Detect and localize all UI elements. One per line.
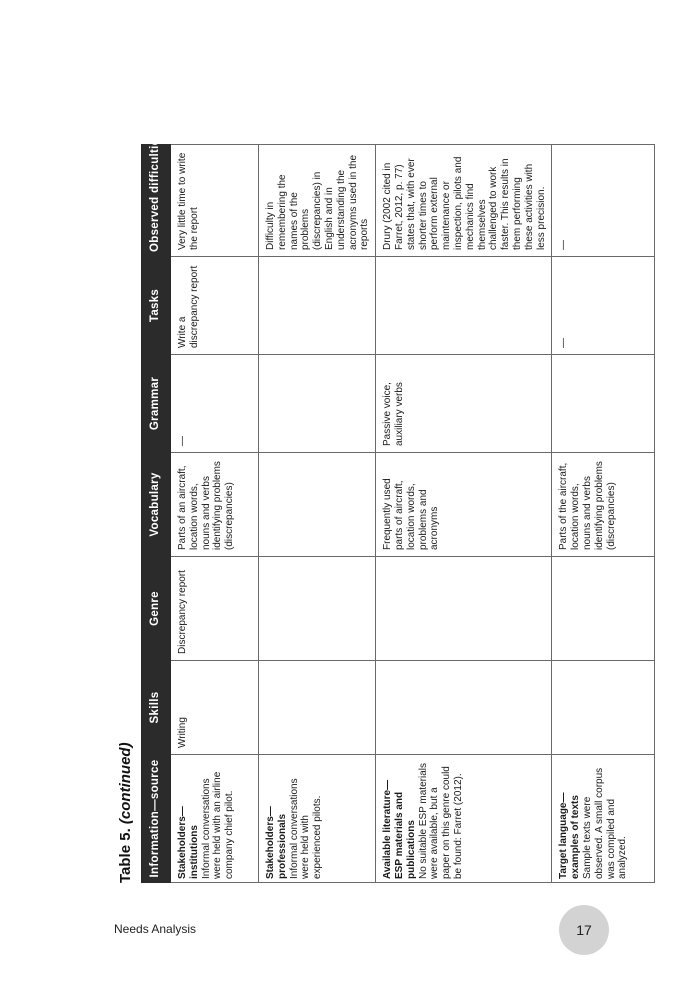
- cell-skills: [259, 661, 376, 755]
- source-text: Informal conversations were held with an airline company chief pilot.: [200, 771, 236, 879]
- source-title: Stakeholders—institutions: [177, 806, 200, 879]
- cell-vocabulary: Frequently used parts of aircraft, location words, problems and acronyms: [376, 453, 552, 557]
- col-header-skills: Skills: [142, 661, 171, 755]
- cell-vocabulary: [259, 453, 376, 557]
- cell-skills: Writing: [171, 661, 259, 755]
- table-row: [552, 145, 655, 883]
- rotated-table-block: [112, 131, 629, 883]
- cell-genre: [259, 557, 376, 661]
- source-title: Target language—examples of texts: [558, 792, 582, 879]
- cell-source: [376, 755, 552, 883]
- needs-analysis-table: [141, 131, 655, 883]
- cell-skills: [552, 661, 655, 755]
- source-text: Sample texts were observed. A small corpus was compiled and analyzed.: [581, 767, 629, 879]
- cell-vocabulary: Parts of the aircraft, location words, nouns and verbs identifying problems (discrepancies): [552, 453, 655, 557]
- cell-source: [171, 755, 259, 883]
- page-number: 17: [576, 922, 592, 938]
- cell-skills: [376, 661, 552, 755]
- col-header-observed-difficulties: Observed difficulties: [142, 145, 171, 257]
- cell-difficulties: Very little time to write the report: [171, 145, 259, 257]
- table-row: [376, 145, 552, 883]
- source-text: Informal conversations were held with experienced pilots.: [288, 778, 324, 879]
- cell-tasks: Write a discrepancy report: [171, 257, 259, 355]
- cell-grammar: —: [171, 355, 259, 453]
- cell-grammar: Passive voice, auxiliary verbs: [376, 355, 552, 453]
- cell-tasks: —: [552, 257, 655, 355]
- source-title: Available literature—ESP materials and publications: [382, 779, 417, 879]
- cell-grammar: [259, 355, 376, 453]
- source-text: No suitable ESP materials were available, but a paper on this genre could be found: Farret (2012).: [417, 763, 464, 879]
- page-number-badge: [559, 905, 609, 955]
- col-header-grammar: Grammar: [142, 355, 171, 453]
- cell-genre: Discrepancy report: [171, 557, 259, 661]
- table-caption: [112, 742, 140, 883]
- cell-tasks: [259, 257, 376, 355]
- running-footer-section: Needs Analysis: [114, 922, 197, 936]
- cell-genre: [552, 557, 655, 661]
- cell-difficulties: Difficulty in remembering the names of the problems (discrepancies) in English and in understanding the acronyms used in the reports: [259, 145, 376, 257]
- cell-source: [259, 755, 376, 883]
- table-row: [259, 145, 376, 883]
- col-header-information-source: Information—source: [142, 755, 171, 883]
- source-title: Stakeholders—professionals: [265, 806, 288, 879]
- col-header-tasks: Tasks: [142, 257, 171, 355]
- cell-tasks: [376, 257, 552, 355]
- table-row: [171, 145, 259, 883]
- cell-vocabulary: Parts of an aircraft, location words, nouns and verbs identifying problems (discrepancies): [171, 453, 259, 557]
- header-row: [142, 145, 171, 883]
- cell-grammar: [552, 355, 655, 453]
- cell-difficulties: —: [552, 145, 655, 257]
- table-continued: (continued): [117, 742, 134, 825]
- cell-genre: [376, 557, 552, 661]
- cell-source: [552, 755, 655, 883]
- col-header-genre: Genre: [142, 557, 171, 661]
- table-label: Table 5.: [117, 828, 134, 883]
- col-header-vocabulary: Vocabulary: [142, 453, 171, 557]
- cell-difficulties: Drury (2002 cited in Farret, 2012, p. 77) states that, with ever shorter times to perform external maintenance or inspection, pilots and mechanics find themselves challenged to work faster. This results in them performing these activities with less precision.: [376, 145, 552, 257]
